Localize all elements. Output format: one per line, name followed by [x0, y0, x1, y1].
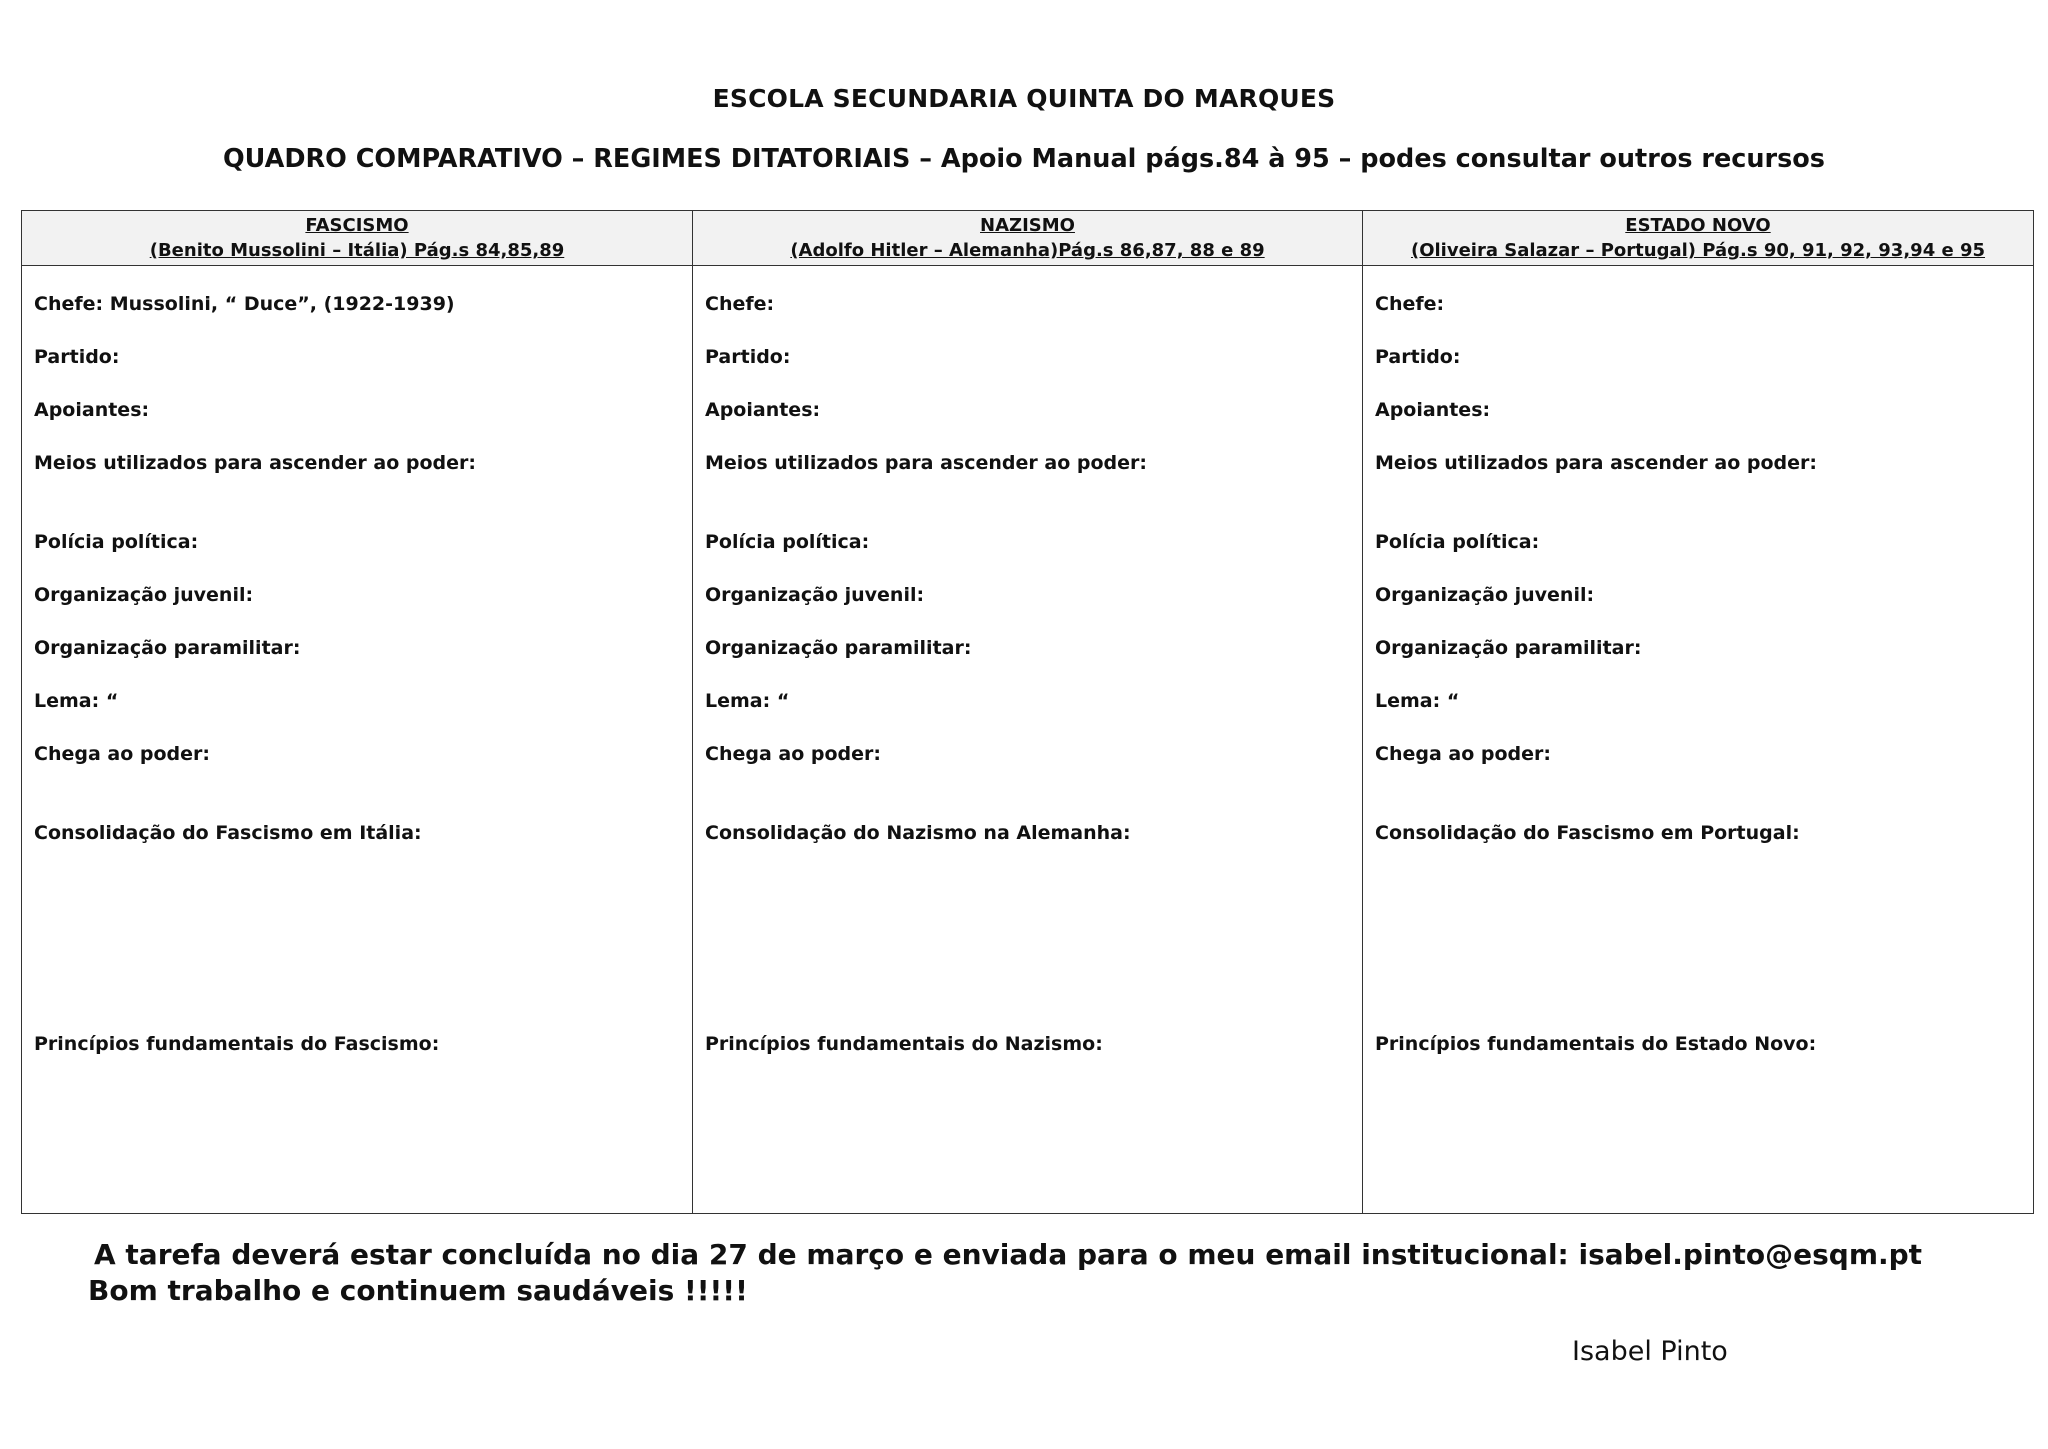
column-body-estado-novo: [1363, 266, 2034, 1214]
column-header-fascismo: [22, 211, 693, 266]
field-chefe: Chefe:: [1375, 293, 1445, 315]
column-header-nazismo: [693, 211, 1363, 266]
field-apoiantes: Apoiantes:: [1375, 399, 1491, 421]
column-header-estado-novo: [1363, 211, 2034, 266]
school-name: ESCOLA SECUNDARIA QUINTA DO MARQUES: [712, 84, 1336, 113]
field-policia: Polícia política:: [1375, 531, 1540, 553]
teacher-signature: Isabel Pinto: [1572, 1336, 1728, 1367]
column-subtitle: (Benito Mussolini – Itália) Pág.s 84,85,89: [149, 240, 565, 261]
worksheet-title: QUADRO COMPARATIVO – REGIMES DITATORIAIS – Apoio Manual págs.84 à 95 – podes consultar outros recursos: [223, 144, 1825, 174]
field-partido: Partido:: [705, 346, 791, 368]
field-consolidacao: Consolidação do Fascismo em Itália:: [34, 822, 422, 844]
field-meios: Meios utilizados para ascender ao poder:: [34, 452, 476, 474]
field-lema: Lema: “: [1375, 690, 1460, 712]
field-lema: Lema: “: [705, 690, 790, 712]
field-partido: Partido:: [1375, 346, 1461, 368]
field-principios: Princípios fundamentais do Fascismo:: [34, 1033, 440, 1055]
field-juvenil: Organização juvenil:: [1375, 584, 1595, 606]
column-title: ESTADO NOVO: [1625, 215, 1771, 236]
column-body-nazismo: [693, 266, 1363, 1214]
field-apoiantes: Apoiantes:: [705, 399, 821, 421]
column-title: NAZISMO: [980, 215, 1075, 236]
field-chefe: Chefe: Mussolini, “ Duce”, (1922-1939): [34, 293, 455, 315]
field-paramilitar: Organização paramilitar:: [34, 637, 301, 659]
field-policia: Polícia política:: [34, 531, 199, 553]
field-chega: Chega ao poder:: [1375, 743, 1551, 765]
field-consolidacao: Consolidação do Nazismo na Alemanha:: [705, 822, 1131, 844]
field-policia: Polícia política:: [705, 531, 870, 553]
column-title: FASCISMO: [305, 215, 409, 236]
field-chega: Chega ao poder:: [705, 743, 881, 765]
field-chefe: Chefe:: [705, 293, 775, 315]
field-partido: Partido:: [34, 346, 120, 368]
comparison-table: [21, 210, 2034, 1214]
field-juvenil: Organização juvenil:: [34, 584, 254, 606]
field-principios: Princípios fundamentais do Estado Novo:: [1375, 1033, 1817, 1055]
greeting: Bom trabalho e continuem saudáveis !!!!!: [88, 1274, 748, 1307]
field-meios: Meios utilizados para ascender ao poder:: [705, 452, 1147, 474]
task-instruction: A tarefa deverá estar concluída no dia 27 de março e enviada para o meu email institucional: isabel.pinto@esqm.pt: [94, 1238, 1923, 1271]
field-chega: Chega ao poder:: [34, 743, 210, 765]
table-body-row: [22, 266, 2034, 1214]
table-header-row: [22, 211, 2034, 266]
column-body-fascismo: [22, 266, 693, 1214]
field-lema: Lema: “: [34, 690, 119, 712]
field-paramilitar: Organização paramilitar:: [705, 637, 972, 659]
field-juvenil: Organização juvenil:: [705, 584, 925, 606]
field-apoiantes: Apoiantes:: [34, 399, 150, 421]
field-paramilitar: Organização paramilitar:: [1375, 637, 1642, 659]
field-consolidacao: Consolidação do Fascismo em Portugal:: [1375, 822, 1800, 844]
column-subtitle: (Oliveira Salazar – Portugal) Pág.s 90, 91, 92, 93,94 e 95: [1410, 240, 1986, 261]
field-meios: Meios utilizados para ascender ao poder:: [1375, 452, 1817, 474]
field-principios: Princípios fundamentais do Nazismo:: [705, 1033, 1103, 1055]
column-subtitle: (Adolfo Hitler – Alemanha)Pág.s 86,87, 88 e 89: [790, 240, 1265, 261]
